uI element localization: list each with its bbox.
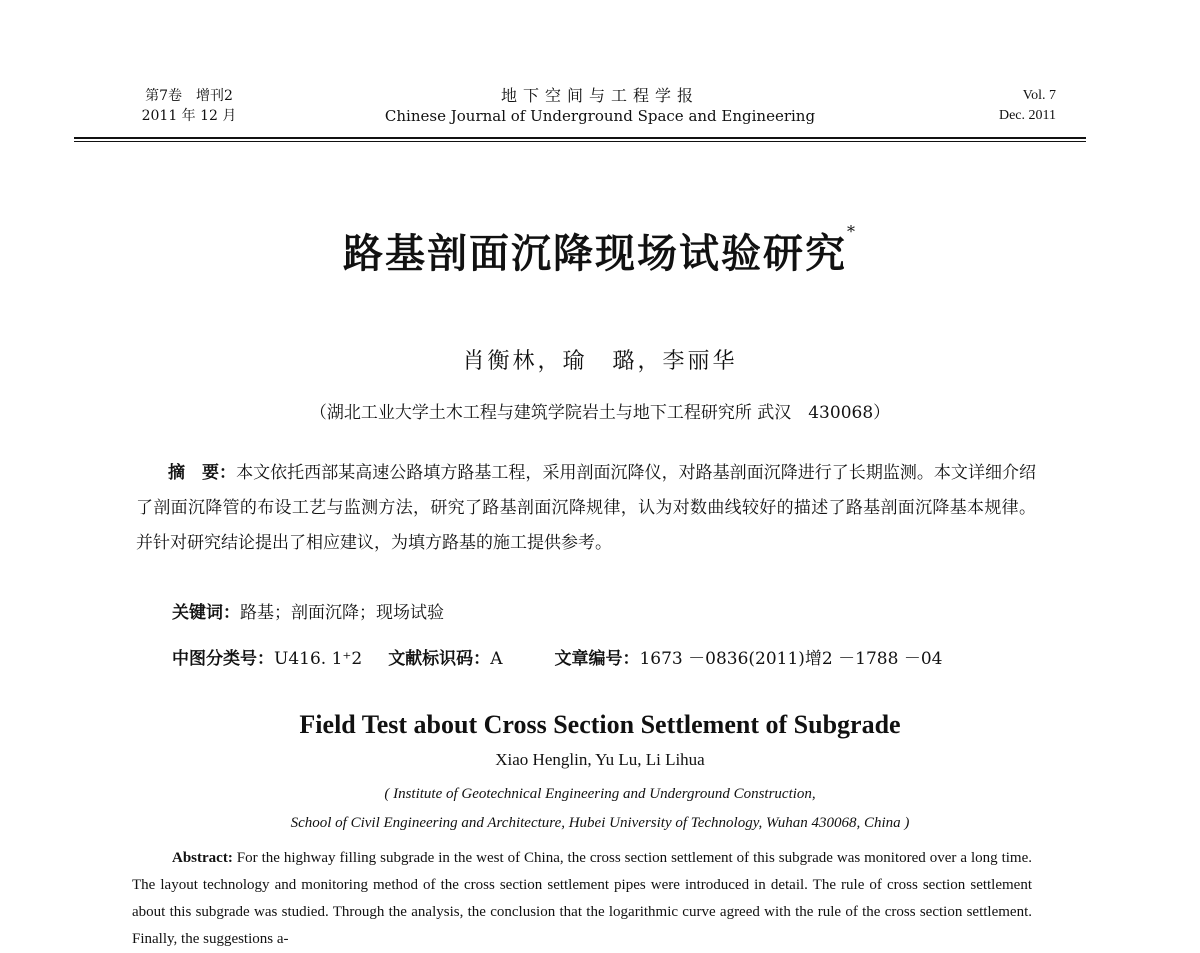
header-vol: Vol. 7 — [1022, 88, 1056, 103]
header-rule-thick — [74, 137, 1086, 139]
english-affiliation-line1: ( Institute of Geotechnical Engineering and Underground Construction, — [384, 786, 816, 802]
doc-code-label: 文献标识码： — [388, 649, 491, 669]
english-title: Field Test about Cross Section Settlement of Subgrade — [299, 710, 901, 739]
english-affiliation-line2: School of Civil Engineering and Architecture, Hubei University of Technology, Wuhan 430068, China ) — [290, 815, 910, 831]
paper-title-text: 路基剖面沉降现场试验研究 — [343, 230, 847, 277]
article-no-label: 文章编号： — [554, 649, 640, 669]
journal-name-en: Chinese Journal of Underground Space and Engineering — [384, 107, 816, 125]
clc-label: 中图分类号： — [172, 649, 274, 669]
clc-value: U416. 1⁺2 — [274, 649, 363, 669]
paper-authors: 肖衡林，瑜 璐，李丽华 — [462, 349, 738, 374]
abstract-en — [132, 845, 1032, 953]
title-footnote-mark: * — [847, 222, 857, 241]
header-rule-thin — [74, 141, 1086, 142]
header-issue-date: Dec. 2011 — [998, 108, 1056, 123]
header-issue — [960, 86, 1056, 126]
abstract-en-label: Abstract: — [172, 850, 233, 866]
abstract-cn-label: 摘 要： — [168, 463, 237, 483]
abstract-en-text: For the highway filling subgrade in the west of China, the cross section settlement of this subgrade was monitored over a long time. The layout technology and monitoring method of the cross section settlement pipes were introduced in detail. The rule of cross section settlement about this subgrade was studied. Through the analysis, the conclusion that the logarithmic curve agreed with the rule of the cross section settlement. Finally, the suggestions a- — [132, 850, 1033, 947]
header-volume: 第7卷 增刊2 — [145, 88, 233, 104]
keywords-text: 路基；剖面沉降；现场试验 — [240, 603, 444, 623]
header-journal — [370, 86, 830, 126]
header-date: 2011 年 12 月 — [141, 108, 237, 124]
doc-code-value: A — [490, 649, 503, 669]
abstract-cn-text: 本文依托西部某高速公路填方路基工程，采用剖面沉降仪，对路基剖面沉降进行了长期监测。本文详细介绍了剖面沉降管的布设工艺与监测方法，研究了路基剖面沉降规律，认为对数曲线较好的描述了路基剖面沉降基本规律。并针对研究结论提出了相应建议，为填方路基的施工提供参考。 — [136, 463, 1037, 553]
keywords — [172, 598, 444, 623]
article-no-value: 1673 －0836(2011)增2 －1788 －04 — [639, 649, 943, 669]
english-authors: Xiao Henglin, Yu Lu, Li Lihua — [495, 750, 705, 769]
header-volume-info — [104, 86, 274, 126]
paper-title — [0, 222, 1200, 279]
keywords-label: 关键词： — [172, 603, 240, 623]
journal-name-cn: 地下空间与工程学报 — [500, 86, 699, 105]
paper-affiliation: （湖北工业大学土木工程与建筑学院岩土与地下工程研究所 武汉 430068） — [309, 403, 891, 423]
abstract-cn — [136, 456, 1036, 561]
classification-line — [172, 644, 942, 669]
